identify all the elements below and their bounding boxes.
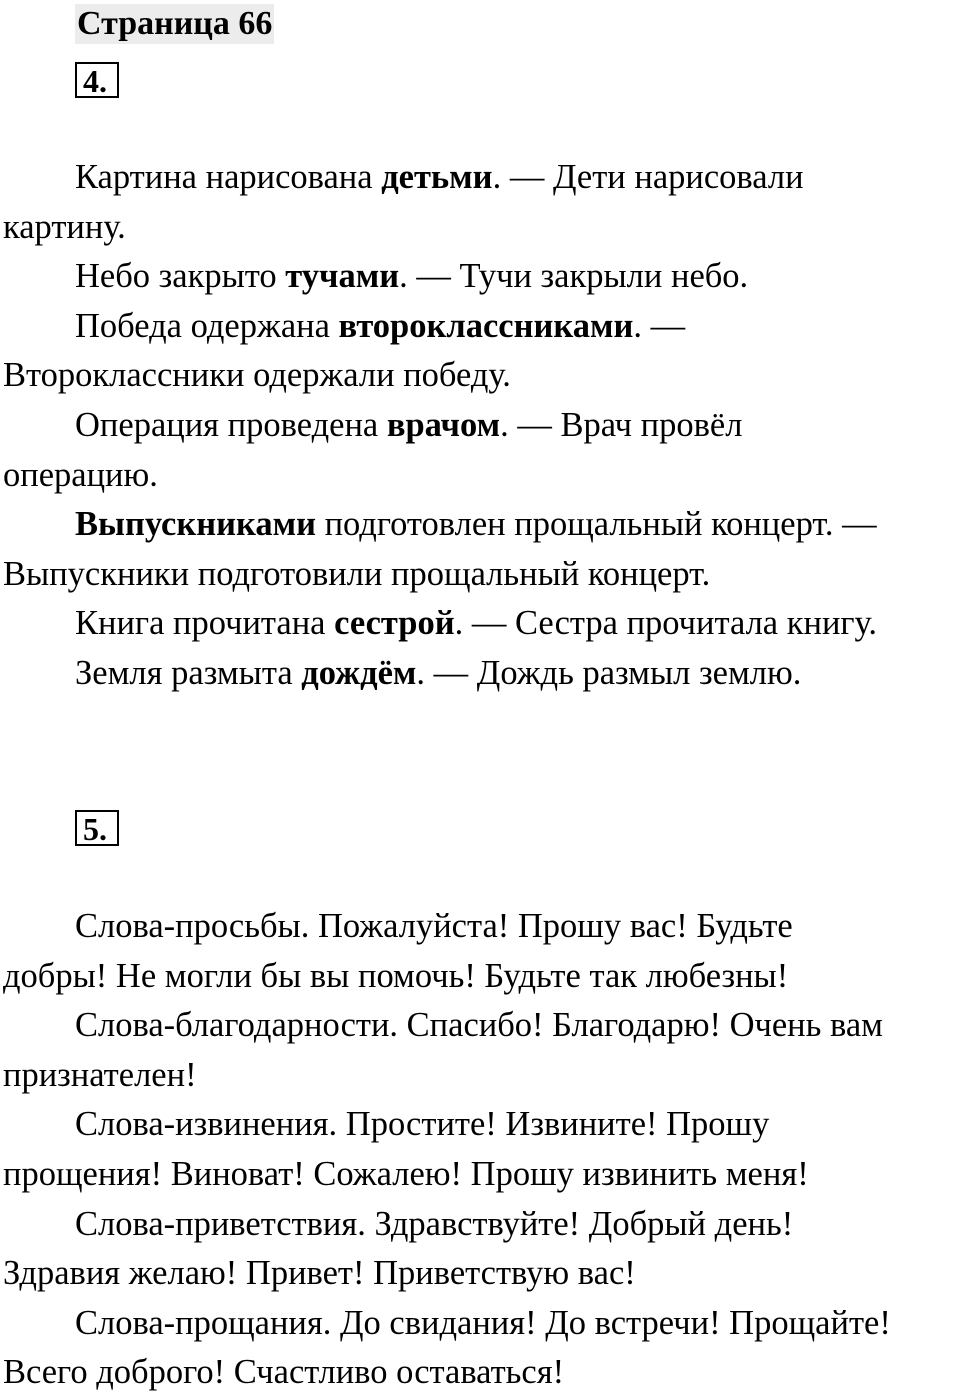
agent-word: дождём	[301, 653, 417, 692]
sentence-line-1	[3, 302, 960, 352]
sentence	[3, 649, 960, 699]
paragraph	[3, 1299, 960, 1398]
paragraph	[3, 1100, 960, 1199]
sentence-text: Победа одержана	[75, 306, 339, 345]
sentence-text: Книга прочитана	[75, 604, 335, 643]
sentence-text: подготовлен прощальный концерт. —	[315, 505, 877, 544]
paragraph-line-1: Слова-прощания. До свидания! До встречи! Прощайте!	[75, 1303, 891, 1342]
sentence-text: Земля размыта	[75, 653, 302, 692]
agent-word: Выпускниками	[75, 505, 316, 544]
sentence-line-1	[3, 649, 960, 699]
sentence-line-1	[3, 252, 960, 302]
paragraph	[3, 902, 960, 1001]
sentence	[3, 302, 960, 401]
sentence	[3, 153, 960, 252]
sentence-line-2: картину.	[3, 207, 126, 246]
sentence	[3, 500, 960, 599]
page-title: Страница 66	[77, 5, 273, 42]
paragraph-line-2: добры! Не могли бы вы помочь! Будьте так любезны!	[3, 956, 789, 995]
exercise-5-answer	[3, 902, 960, 1398]
agent-word: детьми	[381, 158, 493, 196]
paragraph-line-1: Слова-извинения. Простите! Извините! Прошу	[75, 1105, 770, 1144]
sentence	[3, 599, 960, 649]
sentence-text: . —	[633, 306, 686, 345]
sentence-line-2: Второклассники одержали победу.	[3, 356, 511, 395]
sentence-text: Картина нарисована	[75, 158, 382, 196]
agent-word: тучами	[285, 257, 400, 296]
paragraph-line-1: Слова-приветствия. Здравствуйте! Добрый день!	[75, 1204, 794, 1243]
sentence-line-2: операцию.	[3, 455, 158, 494]
paragraph-line-2: Всего доброго! Счастливо оставаться!	[3, 1353, 565, 1392]
exercise-4-answer	[3, 153, 960, 699]
sentence-line-1	[3, 153, 960, 203]
paragraph-line-1: Слова-благодарности. Спасибо! Благодарю! Очень вам	[75, 1006, 883, 1045]
sentence-text: . — Дети нарисовали	[492, 158, 804, 196]
exercise-5-number: 5.	[75, 810, 119, 846]
sentence	[3, 252, 960, 302]
agent-word: сестрой	[334, 604, 455, 643]
sentence-text: Небо закрыто	[75, 257, 286, 296]
sentence-text: . — Врач провёл	[500, 405, 743, 444]
agent-word: второклассниками	[338, 306, 634, 345]
paragraph	[3, 1200, 960, 1299]
exercise-4-number: 4.	[75, 62, 119, 98]
paragraph-line-2: признателен!	[3, 1055, 197, 1094]
paragraph-line-2: прощения! Виноват! Сожалею! Прошу извинить меня!	[3, 1154, 809, 1193]
paragraph	[3, 1001, 960, 1100]
paragraph-line-1: Слова-просьбы. Пожалуйста! Прошу вас! Будьте	[75, 907, 793, 945]
sentence-line-1	[3, 401, 960, 451]
sentence-text: . — Дождь размыл землю.	[416, 653, 802, 692]
sentence-line-1	[3, 599, 960, 649]
sentence-text: . — Тучи закрыли небо.	[399, 257, 749, 296]
sentence-line-1	[3, 500, 960, 550]
paragraph-line-2: Здравия желаю! Привет! Приветствую вас!	[3, 1254, 636, 1293]
sentence-text: . — Сестра прочитала книгу.	[454, 604, 877, 643]
sentence	[3, 401, 960, 500]
sentence-line-2: Выпускники подготовили прощальный концерт.	[3, 554, 711, 593]
agent-word: врачом	[386, 405, 501, 444]
sentence-text: Операция проведена	[75, 405, 387, 444]
